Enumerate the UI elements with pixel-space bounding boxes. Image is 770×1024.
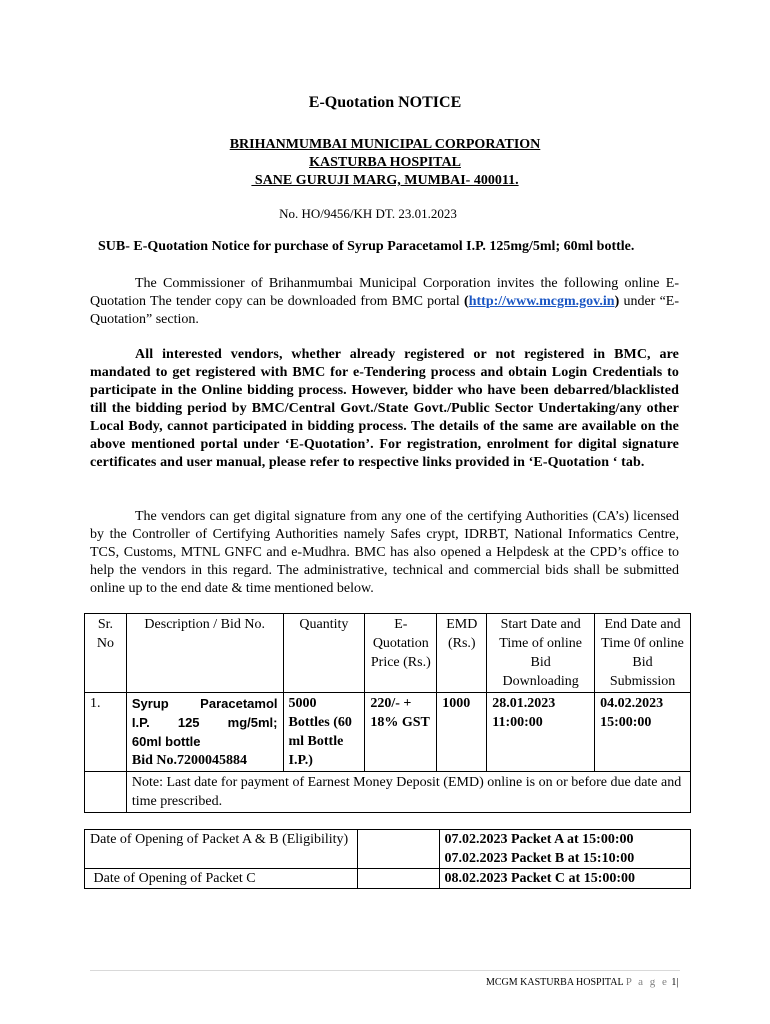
header-quantity: Quantity xyxy=(283,614,365,693)
footer-divider xyxy=(90,970,680,971)
row-emd: 1000 xyxy=(437,693,487,772)
row-description xyxy=(126,693,283,772)
row-sr-no: 1. xyxy=(85,693,127,772)
row-quantity: 5000 Bottles (60 ml Bottle I.P.) xyxy=(283,693,365,772)
row-start xyxy=(487,693,595,772)
row-price: 220/- + 18% GST xyxy=(365,693,437,772)
header-description: Description / Bid No. xyxy=(126,614,283,693)
start-date: 28.01.2023 xyxy=(492,696,556,711)
packet-ab-dates xyxy=(439,830,691,869)
row-end xyxy=(595,693,691,772)
link-open: ( xyxy=(464,294,469,309)
packet-ab-row xyxy=(85,830,691,869)
header-sr-no: Sr. No xyxy=(85,614,127,693)
packet-c-date: 08.02.2023 Packet C at 15:00:00 xyxy=(439,869,691,889)
notice-title: E-Quotation NOTICE xyxy=(308,94,462,111)
item-name-line3: 60ml bottle xyxy=(131,734,201,749)
header-end-date: End Date and Time 0f online Bid Submission xyxy=(595,614,691,693)
header-emd: EMD (Rs.) xyxy=(437,614,487,693)
packet-opening-table xyxy=(84,829,691,889)
digital-signature-paragraph xyxy=(90,508,679,598)
end-time: 15:00:00 xyxy=(600,715,652,730)
registration-text: All interested vendors, whether already registered or not registered in BMC, are mandated to get registered with BMC for e-Tendering process and obtain Login Credentials to participate in the Online bidding process. However, bidder who have been debarred/blacklisted till the bidding period by BMC/Central Govt./State Govt./Public Sector Undertaking/any other Local Body, cannot participated in bidding process. The details of the same are available on the above mentioned portal under ‘E-Quotation’. For registration, enrolment for digital signature certificates and user manual, please refer to respective links provided in ‘E-Quotation ‘ tab. xyxy=(90,347,679,470)
packet-b-date: 07.02.2023 Packet B at 15:10:00 xyxy=(444,851,635,866)
packet-c-row xyxy=(85,869,691,889)
org-name: BRIHANMUMBAI MUNICIPAL CORPORATION xyxy=(229,137,541,152)
organization-header xyxy=(0,136,770,190)
digital-signature-text: The vendors can get digital signature from any one of the certifying Authorities (CA’s) licensed by the Controller of Certifying Authorities namely Safes crypt, IDRBT, National Informatics Centre, TCS, Customs, MTNL GNFC and e-Mudhra. BMC has also opened a Helpdesk at the CPD’s office to help the vendors in this regard. The administrative, technical and commercial bids shall be submitted online up to the end date & time mentioned below. xyxy=(90,509,679,596)
header-start-date: Start Date and Time of online Bid Downloading xyxy=(487,614,595,693)
footer-page-word: P a g e xyxy=(625,976,669,988)
hospital-address: SANE GURUJI MARG, MUMBAI- 400011. xyxy=(251,173,519,188)
note-row xyxy=(85,772,691,813)
intro-text-end: under “E-Quotation” section. xyxy=(90,294,679,327)
item-name-line1: Syrup Paracetamol xyxy=(131,696,278,711)
emd-note: Note: Last date for payment of Earnest Money Deposit (EMD) online is on or before due date and time prescribed. xyxy=(126,772,690,813)
table-row xyxy=(85,693,691,772)
page-footer xyxy=(486,976,678,988)
intro-text: The Commissioner of Brihanmumbai Municipal Corporation invites the following online E-Quotation The tender copy can be downloaded from BMC portal xyxy=(90,276,679,309)
footer-page-number: 1 xyxy=(671,977,677,988)
subject-line: SUB- E-Quotation Notice for purchase of Syrup Paracetamol I.P. 125mg/5ml; 60ml bottle. xyxy=(98,239,635,254)
footer-org: MCGM KASTURBA HOSPITAL xyxy=(486,977,624,988)
tender-table xyxy=(84,613,691,813)
packet-c-spacer xyxy=(357,869,439,889)
intro-paragraph xyxy=(90,275,679,329)
footer-separator: | xyxy=(676,977,679,988)
bid-number: Bid No.7200045884 xyxy=(131,753,248,768)
item-name-line2: I.P. 125 mg/5ml; xyxy=(131,715,278,730)
packet-ab-spacer xyxy=(357,830,439,869)
link-close: ) xyxy=(614,294,620,309)
packet-c-label: Date of Opening of Packet C xyxy=(85,869,358,889)
registration-paragraph xyxy=(90,346,679,472)
packet-ab-label: Date of Opening of Packet A & B (Eligibility) xyxy=(85,830,358,869)
note-spacer xyxy=(85,772,127,813)
bmc-portal-link[interactable]: http://www.mcgm.gov.in xyxy=(468,294,615,309)
table-header-row xyxy=(85,614,691,693)
hospital-name: KASTURBA HOSPITAL xyxy=(309,155,461,170)
start-time: 11:00:00 xyxy=(492,715,543,730)
reference-number: No. HO/9456/KH DT. 23.01.2023 xyxy=(279,206,457,221)
packet-a-date: 07.02.2023 Packet A at 15:00:00 xyxy=(444,832,634,847)
header-price: E-Quotation Price (Rs.) xyxy=(365,614,437,693)
end-date: 04.02.2023 xyxy=(600,696,664,711)
